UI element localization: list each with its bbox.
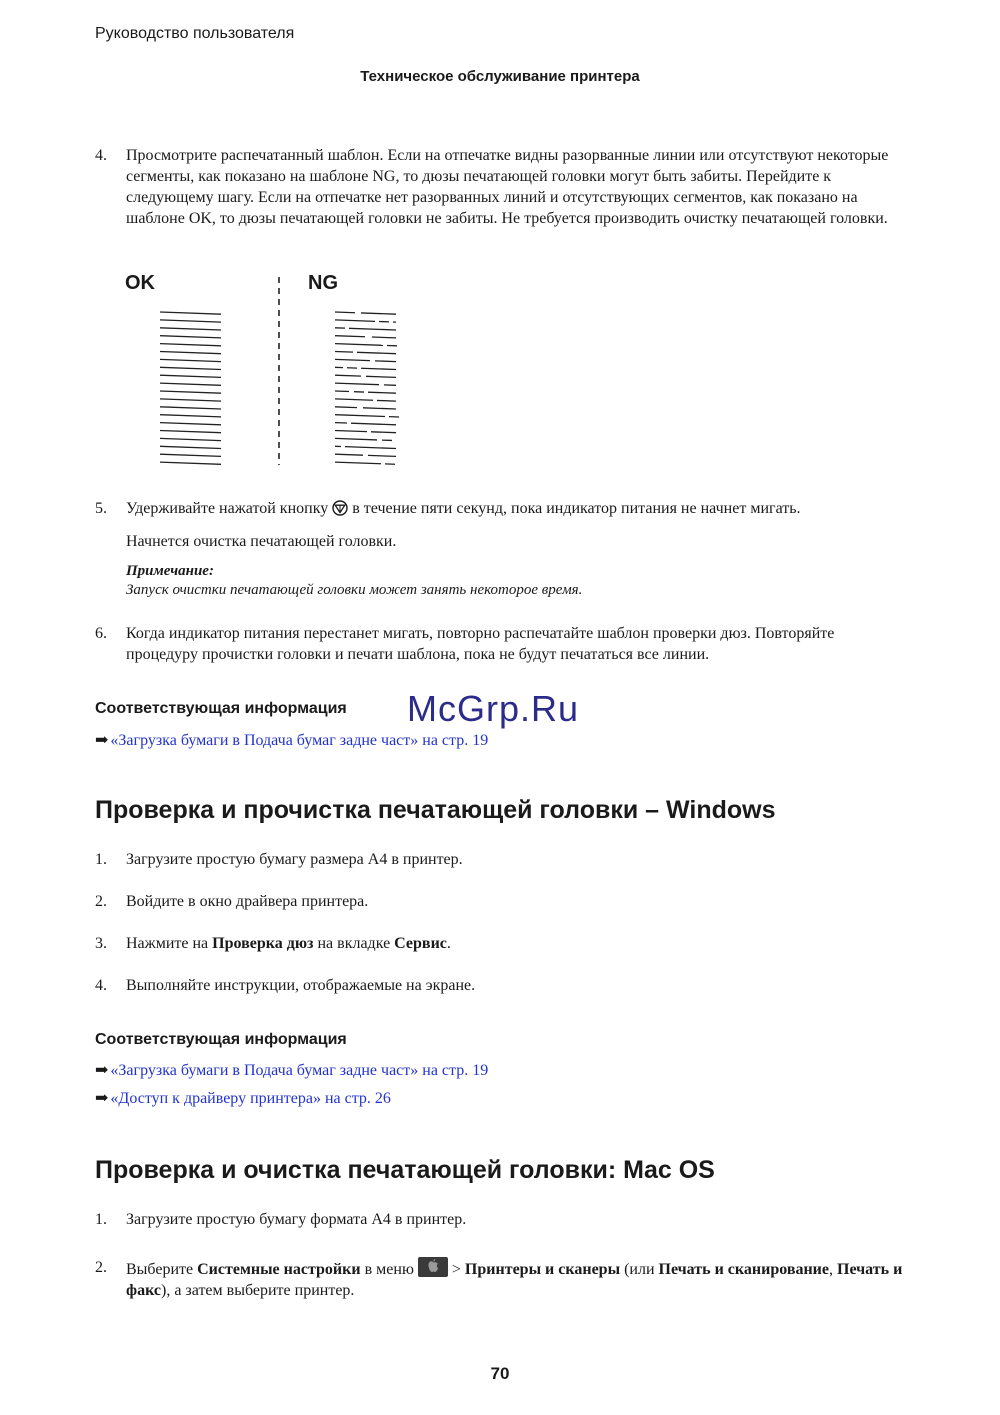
ng-pattern-line (349, 328, 396, 330)
step-text-part: Нажмите на (126, 935, 209, 952)
mac-step-1 (95, 1209, 910, 1230)
related-info-title: Соответствующая информация (95, 700, 347, 717)
ng-pattern-line (371, 432, 396, 433)
step-number: 1. (95, 1211, 107, 1228)
ok-pattern-line (160, 391, 221, 393)
page-number: 70 (490, 1364, 510, 1383)
step-text-part: ), а затем выберите принтер. (161, 1282, 355, 1299)
related-link-row[interactable] (95, 1088, 391, 1108)
step-text: Выполняйте инструкции, отображаемые на экране. (126, 977, 476, 994)
ng-pattern-line (335, 344, 383, 346)
step-text-part: (или (624, 1261, 655, 1278)
arrow-right-icon: ➡ (95, 1090, 109, 1107)
step-text-part: на вкладке (317, 935, 391, 952)
ng-pattern-line (335, 320, 375, 321)
section-heading-mac: Проверка и очистка печатающей головки: Mac OS (95, 1156, 715, 1184)
ok-pattern-line (160, 320, 221, 322)
ui-term: Сервис (394, 935, 447, 952)
ng-pattern-line (345, 447, 396, 449)
windows-step-2 (95, 891, 910, 912)
ng-pattern-line (361, 368, 396, 369)
step-number: 2. (95, 893, 107, 910)
ng-pattern-line (335, 391, 349, 392)
ok-pattern-line (160, 328, 221, 330)
ng-pattern-line (335, 352, 353, 353)
ng-pattern-line (335, 415, 385, 417)
ng-pattern-line (375, 361, 396, 362)
step-text-part: в меню (364, 1261, 414, 1278)
ok-pattern-line (160, 431, 221, 433)
ng-pattern-line (372, 337, 396, 338)
step-number: 1. (95, 851, 107, 868)
step-4 (95, 145, 910, 229)
ui-term: Печать и сканирование (658, 1261, 829, 1278)
ng-pattern-line (366, 376, 396, 377)
step-text-part: Выберите (126, 1261, 194, 1278)
ok-pattern-line (160, 454, 221, 456)
ok-pattern-line (160, 336, 221, 338)
ng-pattern-line (377, 400, 396, 401)
ng-pattern-line (335, 375, 361, 376)
related-info-title: Соответствующая информация (95, 1031, 347, 1048)
apple-menu-icon (418, 1257, 448, 1277)
related-link-row[interactable] (95, 1060, 488, 1080)
ng-pattern-line (335, 431, 367, 432)
section-title: Техническое обслуживание принтера (360, 68, 640, 85)
ng-pattern-line (351, 423, 396, 425)
ok-pattern-line (160, 423, 221, 425)
step-text (126, 498, 910, 519)
step-5-result: Начнется очистка печатающей головки. (126, 533, 397, 550)
ng-pattern-line (368, 455, 396, 456)
ui-term: Проверка дюз (212, 935, 314, 952)
step-5 (95, 498, 910, 519)
doc-title: Руководство пользователя (95, 25, 295, 42)
ng-pattern-line (368, 392, 396, 393)
step-number: 2. (95, 1259, 107, 1276)
ng-pattern-line (361, 313, 396, 314)
ng-pattern-line (335, 454, 363, 455)
step-number: 5. (95, 500, 107, 517)
ok-pattern-line (160, 359, 221, 361)
step-6 (95, 623, 910, 665)
nozzle-check-figure (150, 275, 420, 470)
step-text: Когда индикатор питания перестанет мигать, повторно распечатайте шаблон проверки дюз. Повторяйте процедуру прочистки головки и печати шаблона, пока не будут печататься все линии. (126, 625, 835, 663)
related-link[interactable]: «Доступ к драйверу принтера» на стр. 26 (110, 1090, 391, 1107)
step-text (126, 933, 910, 954)
step-text: Войдите в окно драйвера принтера. (126, 893, 369, 910)
ui-term: Системные настройки (197, 1261, 361, 1278)
watermark: McGrp.Ru (407, 688, 580, 729)
step-text-part: , (829, 1261, 833, 1278)
windows-step-4 (95, 975, 910, 996)
step-text-part: . (446, 935, 451, 952)
ng-pattern-line (335, 407, 357, 408)
ok-pattern-line (160, 375, 221, 377)
ng-pattern-line (335, 312, 355, 313)
step-text: Загрузите простую бумагу размера A4 в принтер. (126, 851, 463, 868)
ui-term: Печать и факс (126, 1261, 903, 1299)
note-title: Примечание: (126, 563, 214, 579)
ng-pattern-label: NG (308, 272, 338, 294)
step-text: Просмотрите распечатанный шаблон. Если на отпечатке видны разорванные линии или отсутствуют некоторые сегменты, как показано на шаблоне NG, то дюзы печатающей головки могут быть забиты. Перейдите к следующему шагу. Если на отпечатке нет разорванных линий и отсутствующих сегментов, как показано на шаблоне OK, то дюзы печатающей головки не забиты. Не требуется производить очистку печатающей головки. (126, 147, 889, 227)
step-text: Загрузите простую бумагу формата A4 в принтер. (126, 1211, 467, 1228)
ok-pattern-line (160, 407, 221, 409)
note-body: Запуск очистки печатающей головки может занять некоторое время. (126, 582, 583, 598)
ok-pattern-line (160, 367, 221, 369)
ng-pattern (335, 312, 399, 464)
ok-pattern-line (160, 415, 221, 417)
ok-pattern-line (160, 462, 221, 464)
step-text-part: в течение пяти секунд, пока индикатор питания не начнет мигать. (352, 500, 801, 517)
step-text (126, 1257, 910, 1301)
ui-term: Принтеры и сканеры (464, 1261, 621, 1278)
ng-pattern-line (335, 359, 370, 360)
ok-pattern-line (160, 438, 221, 440)
step-text-part: > (451, 1261, 461, 1278)
arrow-right-icon: ➡ (95, 1062, 109, 1079)
ok-pattern-line (160, 446, 221, 448)
ng-pattern-line (335, 462, 381, 464)
related-link[interactable]: «Загрузка бумаги в Подача бумаг задне част» на стр. 19 (110, 732, 489, 749)
windows-step-1 (95, 849, 910, 870)
ng-pattern-line (335, 438, 377, 440)
ok-pattern-line (160, 399, 221, 401)
ng-pattern-line (335, 399, 373, 400)
ng-pattern-line (335, 383, 379, 385)
step-text-part: Удерживайте нажатой кнопку (126, 500, 329, 517)
ok-pattern-label: OK (125, 272, 155, 294)
section-heading-windows: Проверка и прочистка печатающей головки – Windows (95, 796, 776, 824)
ng-pattern-line (357, 352, 396, 353)
ok-pattern (160, 312, 221, 464)
arrow-right-icon: ➡ (95, 732, 109, 749)
step-number: 3. (95, 935, 107, 952)
stop-button-icon (332, 500, 348, 516)
mac-step-2 (95, 1257, 910, 1301)
ok-pattern-line (160, 352, 221, 354)
ok-pattern-line (160, 383, 221, 385)
related-link-row[interactable] (95, 730, 488, 750)
ok-pattern-line (160, 312, 221, 314)
ng-pattern-line (363, 408, 396, 409)
ng-pattern-line (335, 336, 365, 337)
step-number: 4. (95, 147, 107, 164)
ok-pattern-line (160, 344, 221, 346)
related-link[interactable]: «Загрузка бумаги в Подача бумаг задне част» на стр. 19 (110, 1062, 489, 1079)
windows-step-3 (95, 933, 910, 954)
step-number: 6. (95, 625, 107, 642)
step-number: 4. (95, 977, 107, 994)
